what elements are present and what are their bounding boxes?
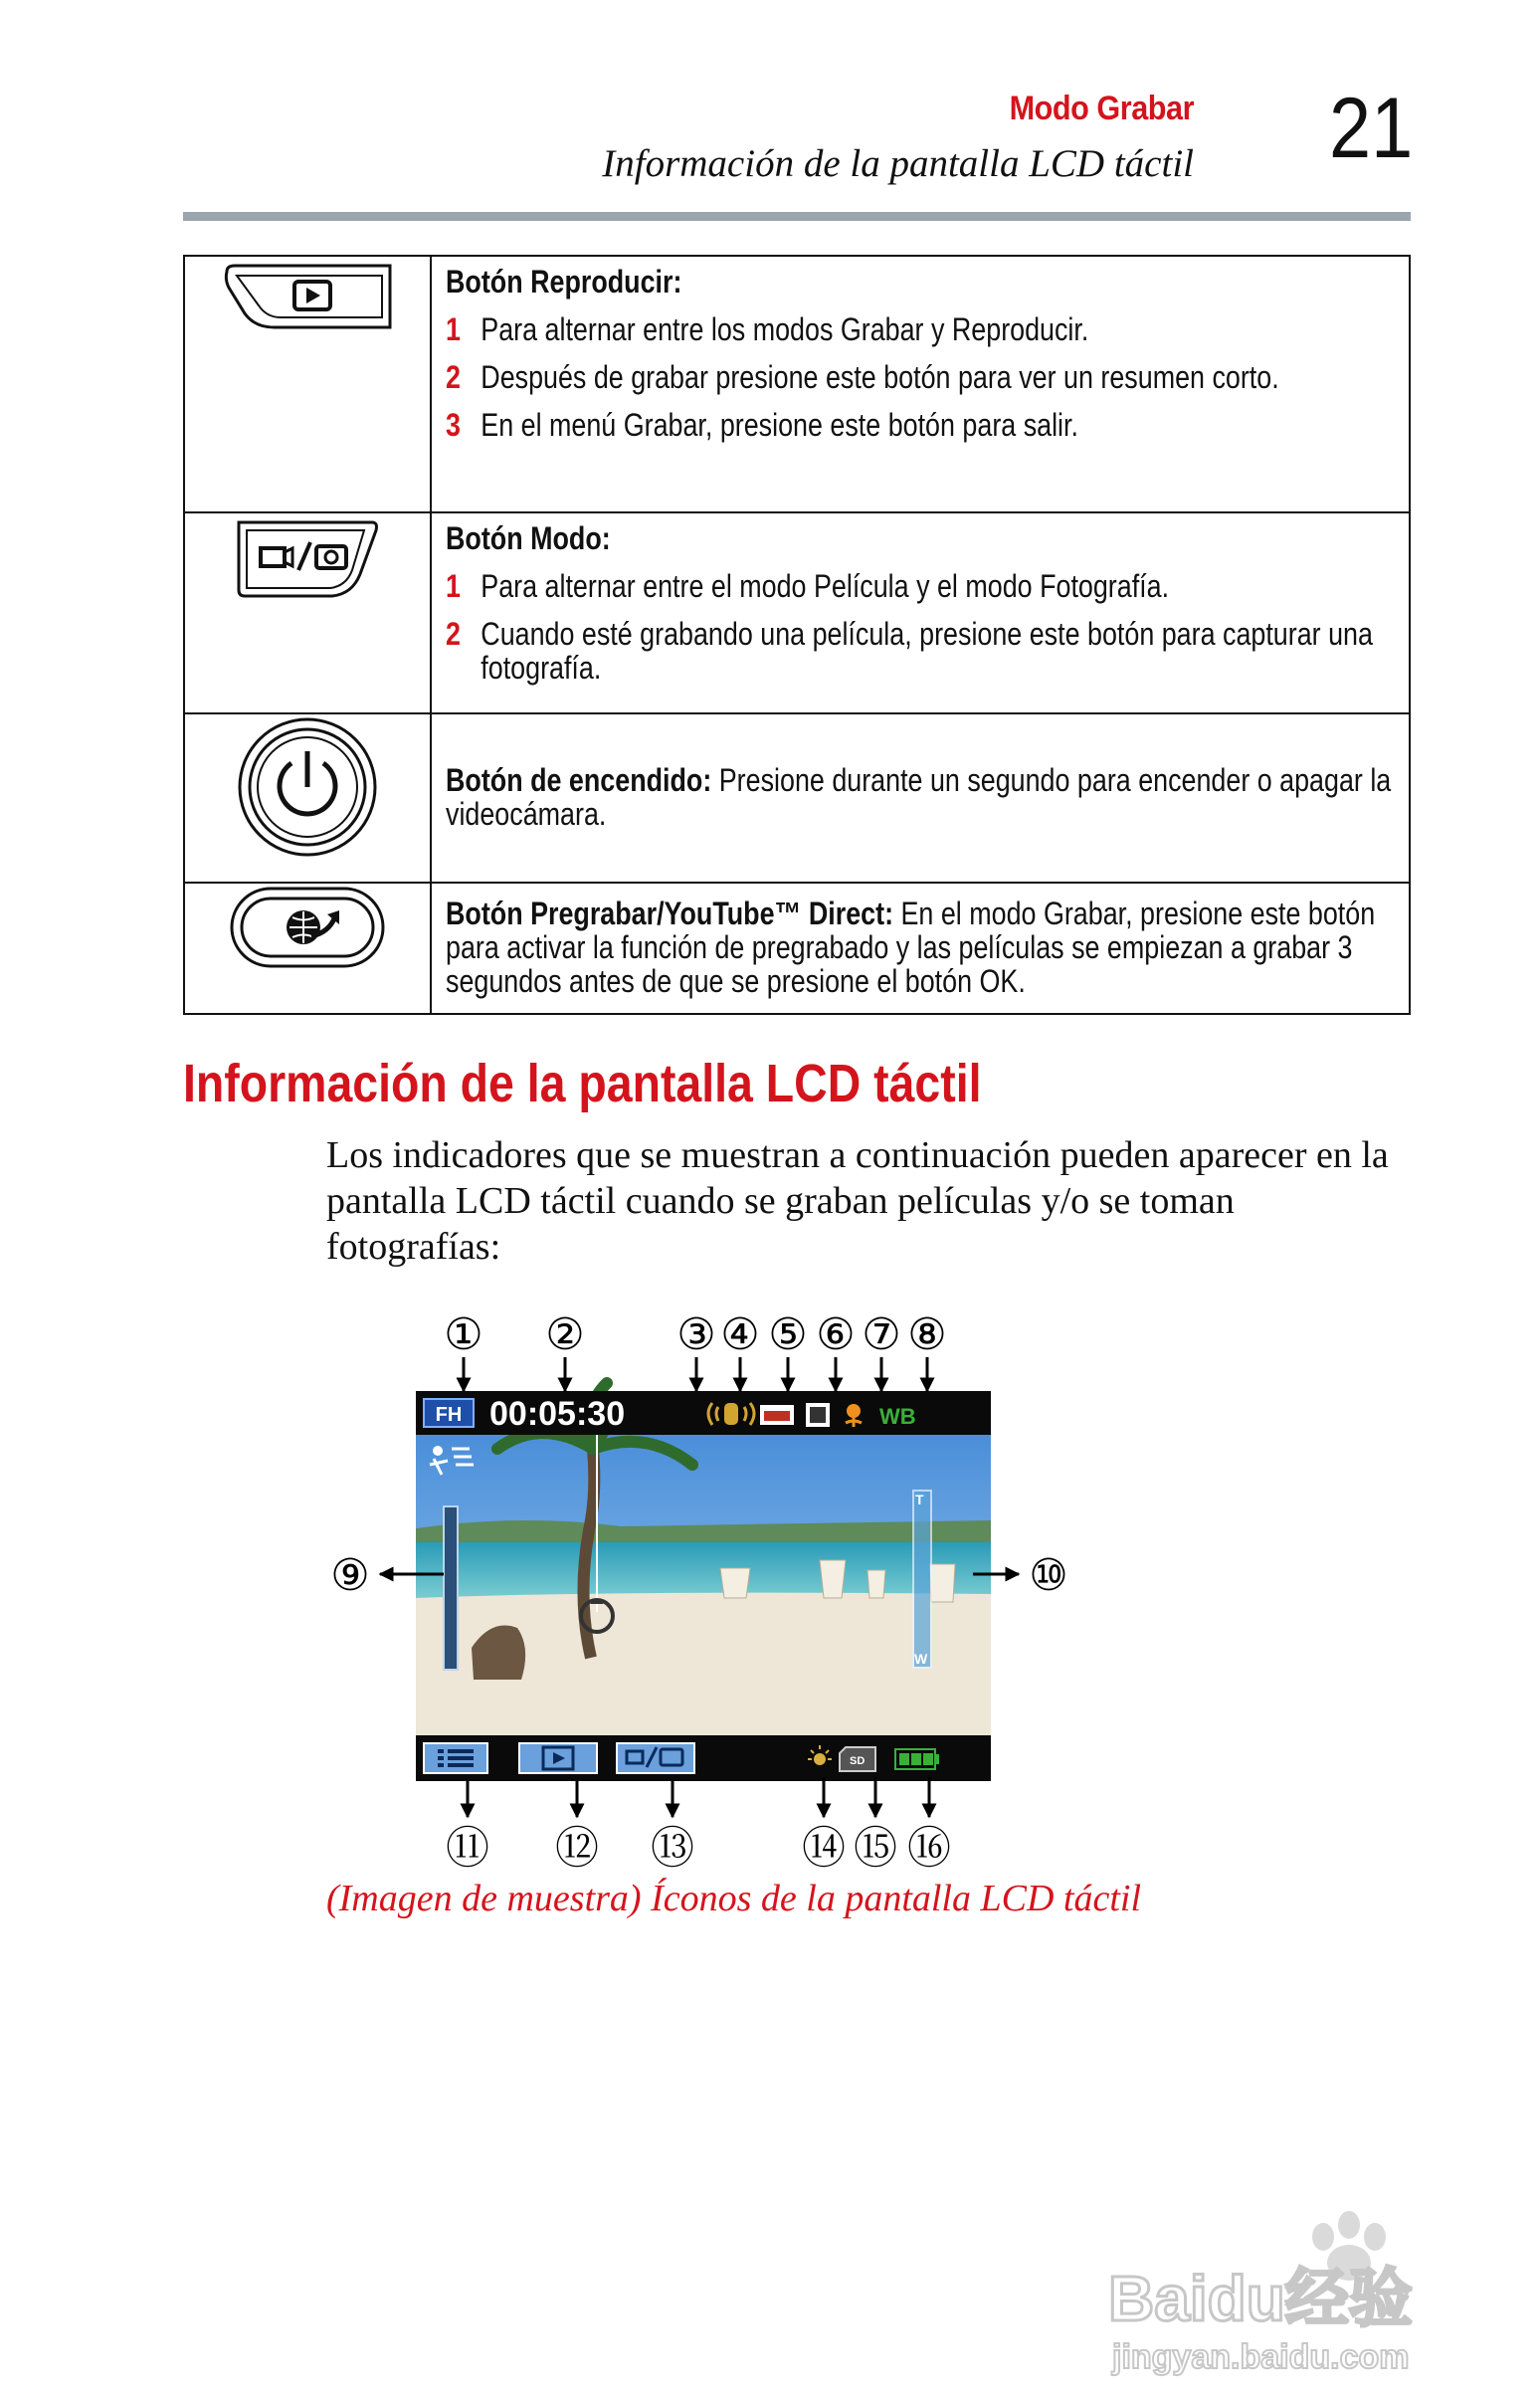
callout-9: ⑨: [330, 1550, 370, 1601]
buttons-table: [183, 255, 1411, 1015]
row-title: Botón Reproducir:: [446, 264, 682, 300]
zoom-wide-label: W: [914, 1651, 928, 1667]
scene-mode-icon: [806, 1403, 830, 1427]
mode-button-icon: [233, 514, 382, 604]
watermark: [1104, 2189, 1482, 2378]
callout-11: ⑪: [446, 1823, 489, 1874]
callout-7: ⑦: [862, 1309, 901, 1360]
zoom-tele-label: T: [915, 1492, 924, 1507]
callout-12: ⑫: [555, 1823, 599, 1874]
row-title: Botón Pregrabar/YouTube™ Direct:: [446, 896, 894, 931]
page-number: 21: [1329, 81, 1414, 176]
row-description: Presione durante un segundo para encender o apagar la videocámara.: [446, 762, 1392, 832]
mode-switch-icon: [617, 1743, 694, 1773]
watermark-brand: Baidu经验: [1108, 2263, 1413, 2334]
figure-caption: (Imagen de muestra) Íconos de la pantalla LCD táctil: [326, 1878, 1142, 1919]
text-cell: [431, 713, 1410, 883]
white-balance-icon: WB: [879, 1404, 916, 1429]
resolution-badge: FH: [435, 1404, 463, 1426]
lcd-screen-figure: [322, 1300, 1074, 1879]
list-item: 1 Para alternar entre los modos Grabar y Reproducir.: [446, 311, 1089, 347]
text-cell: [431, 883, 1410, 1014]
list-item: 2 Después de grabar presione este botón para ver un resumen corto.: [446, 359, 1279, 395]
row-description: En el modo Grabar, presione este botón para activar la función de pregrabado y las películas se empiezan a grabar 3 segundos antes de que se presione el botón OK.: [446, 896, 1376, 999]
record-timer: 00:05:30: [489, 1395, 626, 1433]
lighting-mode-icon: [760, 1405, 794, 1425]
pre-record-youtube-button-icon: [228, 885, 387, 970]
body-paragraph: Los indicadores que se muestran a continuación pueden aparecer en la pantalla LCD táctil cuando se graban películas y/o se toman fotografías:: [326, 1134, 1389, 1268]
header-subsection-title: Información de la pantalla LCD táctil: [602, 142, 1194, 185]
callout-10: ⑩: [1029, 1550, 1068, 1601]
callout-14: ⑭: [802, 1823, 846, 1874]
exposure-bar: [444, 1506, 458, 1670]
icon-cell: [184, 713, 431, 883]
playback-icon: [519, 1743, 597, 1773]
zoom-bar: [913, 1491, 931, 1668]
row-title: Botón de encendido:: [446, 762, 712, 798]
power-button-icon: [236, 715, 379, 859]
header-rule: [183, 212, 1411, 221]
table-row: [184, 713, 1410, 883]
callout-6: ⑥: [816, 1309, 856, 1360]
icon-cell: [184, 883, 431, 1014]
list-item: 3 En el menú Grabar, presione este botón para salir.: [446, 407, 1078, 443]
watermark-url: jingyan.baidu.com: [1112, 2338, 1410, 2376]
callout-4: ④: [720, 1309, 760, 1360]
callout-13: ⑬: [651, 1823, 694, 1874]
callout-15: ⑮: [854, 1823, 897, 1874]
callout-16: ⑯: [907, 1823, 951, 1874]
icon-cell: [184, 256, 431, 512]
header-section-title: Modo Grabar: [1009, 90, 1194, 127]
play-button-icon: [215, 258, 400, 337]
text-cell: [431, 512, 1410, 713]
table-row: [184, 512, 1410, 713]
text-cell: [431, 256, 1410, 512]
callout-3: ③: [676, 1309, 716, 1360]
menu-icon: [424, 1743, 487, 1773]
list-item: 1 Para alternar entre el modo Película y el modo Fotografía.: [446, 568, 1170, 604]
callout-8: ⑧: [907, 1309, 947, 1360]
table-row: [184, 256, 1410, 512]
callout-2: ②: [545, 1309, 585, 1360]
sd-card-label: SD: [850, 1755, 866, 1767]
callout-1: ①: [444, 1309, 483, 1360]
callout-5: ⑤: [768, 1309, 808, 1360]
section-title: Información de la pantalla LCD táctil: [183, 1054, 982, 1113]
table-row: [184, 883, 1410, 1014]
list-item: 2 Cuando esté grabando una película, presione este botón para capturar una fotografía.: [446, 616, 1373, 686]
icon-cell: [184, 512, 431, 713]
row-title: Botón Modo:: [446, 520, 611, 556]
